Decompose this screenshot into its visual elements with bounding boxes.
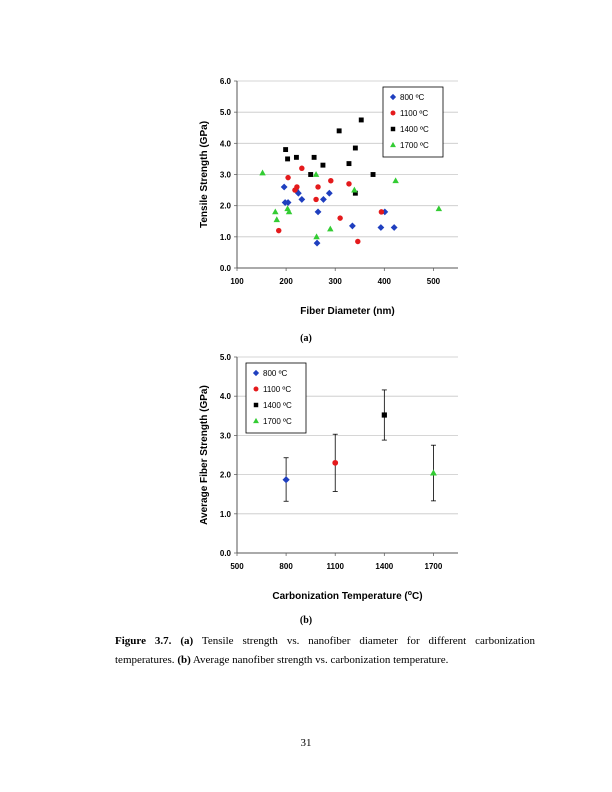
- caption-figure-number: Figure 3.7.: [115, 635, 172, 647]
- data-point-800: [314, 240, 321, 247]
- data-point-1100: [328, 178, 333, 183]
- data-point-1400: [320, 163, 325, 168]
- legend-entry: 1400 ºC: [400, 125, 429, 134]
- legend-marker: [254, 403, 258, 407]
- data-point-800: [298, 196, 305, 203]
- data-point-1100: [346, 181, 351, 186]
- data-point-1100: [285, 175, 290, 180]
- x-tick-label: 500: [230, 562, 244, 571]
- legend: [246, 363, 306, 433]
- data-point-800: [326, 190, 333, 197]
- x-tick-label: 1400: [375, 562, 394, 571]
- data-point-1700: [430, 469, 437, 475]
- data-point-1100: [313, 197, 318, 202]
- data-point-1100: [337, 215, 342, 220]
- data-point-800: [349, 223, 356, 230]
- y-tick-label: 2.0: [219, 470, 231, 480]
- data-point-1400: [285, 156, 290, 161]
- y-tick-label: 3.0: [219, 431, 231, 441]
- chart-a-svg: [0, 72, 612, 322]
- y-tick-label: 0.0: [219, 264, 231, 273]
- legend-marker: [391, 111, 396, 116]
- x-axis-label-end: C): [412, 591, 423, 602]
- data-point-1700: [313, 171, 319, 177]
- panel-label-b: (b): [299, 615, 313, 626]
- legend-entry: 1100 ºC: [400, 109, 429, 118]
- legend-marker: [391, 127, 395, 131]
- y-tick-label: 3.0: [219, 170, 231, 180]
- chart-b-svg: [0, 346, 612, 602]
- data-point-1700: [272, 209, 278, 215]
- data-point-1700: [327, 226, 333, 232]
- data-point-1700: [351, 187, 357, 193]
- data-point-1400: [308, 172, 313, 177]
- data-point-1400: [347, 161, 352, 166]
- data-point-1100: [299, 166, 304, 171]
- legend-entry: 1700 ºC: [263, 417, 292, 426]
- x-axis-label: [300, 306, 394, 317]
- data-point-1400: [283, 147, 288, 152]
- data-point-1400: [382, 412, 387, 417]
- y-tick-label: 0.0: [219, 549, 231, 558]
- x-tick-label: 500: [426, 277, 441, 286]
- x-axis-label-text: Fiber Diameter (nm): [300, 306, 395, 317]
- caption-part-a-text: Tensile strength vs. nanofiber diameter for different carbonization temperatures.: [115, 635, 536, 666]
- data-point-1400: [294, 155, 299, 160]
- legend-entry: 800 ºC: [263, 369, 288, 378]
- legend-entry: 1400 ºC: [263, 401, 292, 410]
- y-tick-label: 5.0: [219, 108, 231, 118]
- data-point-1400: [312, 155, 317, 160]
- data-point-800: [283, 476, 290, 483]
- data-point-1700: [392, 177, 398, 183]
- data-point-800: [320, 196, 327, 203]
- figure-caption: [115, 632, 535, 670]
- data-point-800: [281, 184, 288, 191]
- caption-part-a-label: (a): [180, 635, 194, 647]
- data-point-1100: [332, 460, 338, 466]
- data-point-1100: [379, 209, 384, 214]
- y-axis-label: Tensile Strength (GPa): [199, 120, 210, 229]
- y-tick-label: 6.0: [219, 77, 231, 86]
- chart-a-tensile-vs-diameter: [0, 72, 612, 322]
- y-tick-label: 2.0: [219, 201, 231, 211]
- data-point-800: [391, 224, 398, 231]
- data-point-1700: [259, 170, 265, 176]
- x-tick-label: 400: [377, 277, 392, 286]
- x-tick-label: 1100: [326, 562, 344, 571]
- caption-part-b-label: (b): [177, 654, 191, 666]
- x-tick-label: 100: [230, 277, 244, 286]
- x-tick-label: 300: [328, 277, 342, 286]
- y-tick-label: 5.0: [219, 353, 231, 362]
- y-tick-label: 1.0: [219, 232, 231, 242]
- data-point-1400: [359, 118, 364, 123]
- data-point-1100: [315, 184, 320, 189]
- x-tick-label: 800: [279, 562, 293, 571]
- data-point-1700: [313, 233, 319, 239]
- x-axis-label-superscript: o: [407, 590, 413, 597]
- data-point-1400: [353, 146, 358, 151]
- y-tick-label: 4.0: [219, 392, 231, 402]
- y-tick-label: 1.0: [219, 509, 231, 519]
- y-axis-label: Average Fiber Strength (GPa): [199, 385, 210, 525]
- chart-b-strength-vs-temperature: [0, 346, 612, 602]
- legend-marker: [254, 387, 259, 392]
- data-point-800: [315, 209, 322, 216]
- panel-label-a: (a): [300, 333, 312, 344]
- y-tick-label: 4.0: [219, 139, 231, 149]
- legend-entry: 1100 ºC: [263, 385, 292, 394]
- data-point-800: [377, 224, 384, 231]
- data-point-1100: [355, 239, 360, 244]
- x-axis-label-text: Carbonization Temperature (: [272, 591, 408, 602]
- page-number: 31: [300, 737, 312, 749]
- data-point-1700: [274, 216, 280, 222]
- legend: [383, 87, 443, 157]
- legend-entry: 1700 ºC: [400, 141, 429, 150]
- x-axis-label: [272, 590, 422, 602]
- data-point-1400: [371, 172, 376, 177]
- x-tick-label: 200: [279, 277, 293, 286]
- data-point-1400: [337, 128, 342, 133]
- caption-part-b-text: Average nanofiber strength vs. carbonization temperature.: [190, 654, 449, 666]
- data-point-1100: [276, 228, 281, 233]
- legend-entry: 800 ºC: [400, 93, 425, 102]
- data-point-1100: [294, 184, 299, 189]
- data-point-1700: [436, 205, 442, 211]
- x-tick-label: 1700: [424, 562, 443, 571]
